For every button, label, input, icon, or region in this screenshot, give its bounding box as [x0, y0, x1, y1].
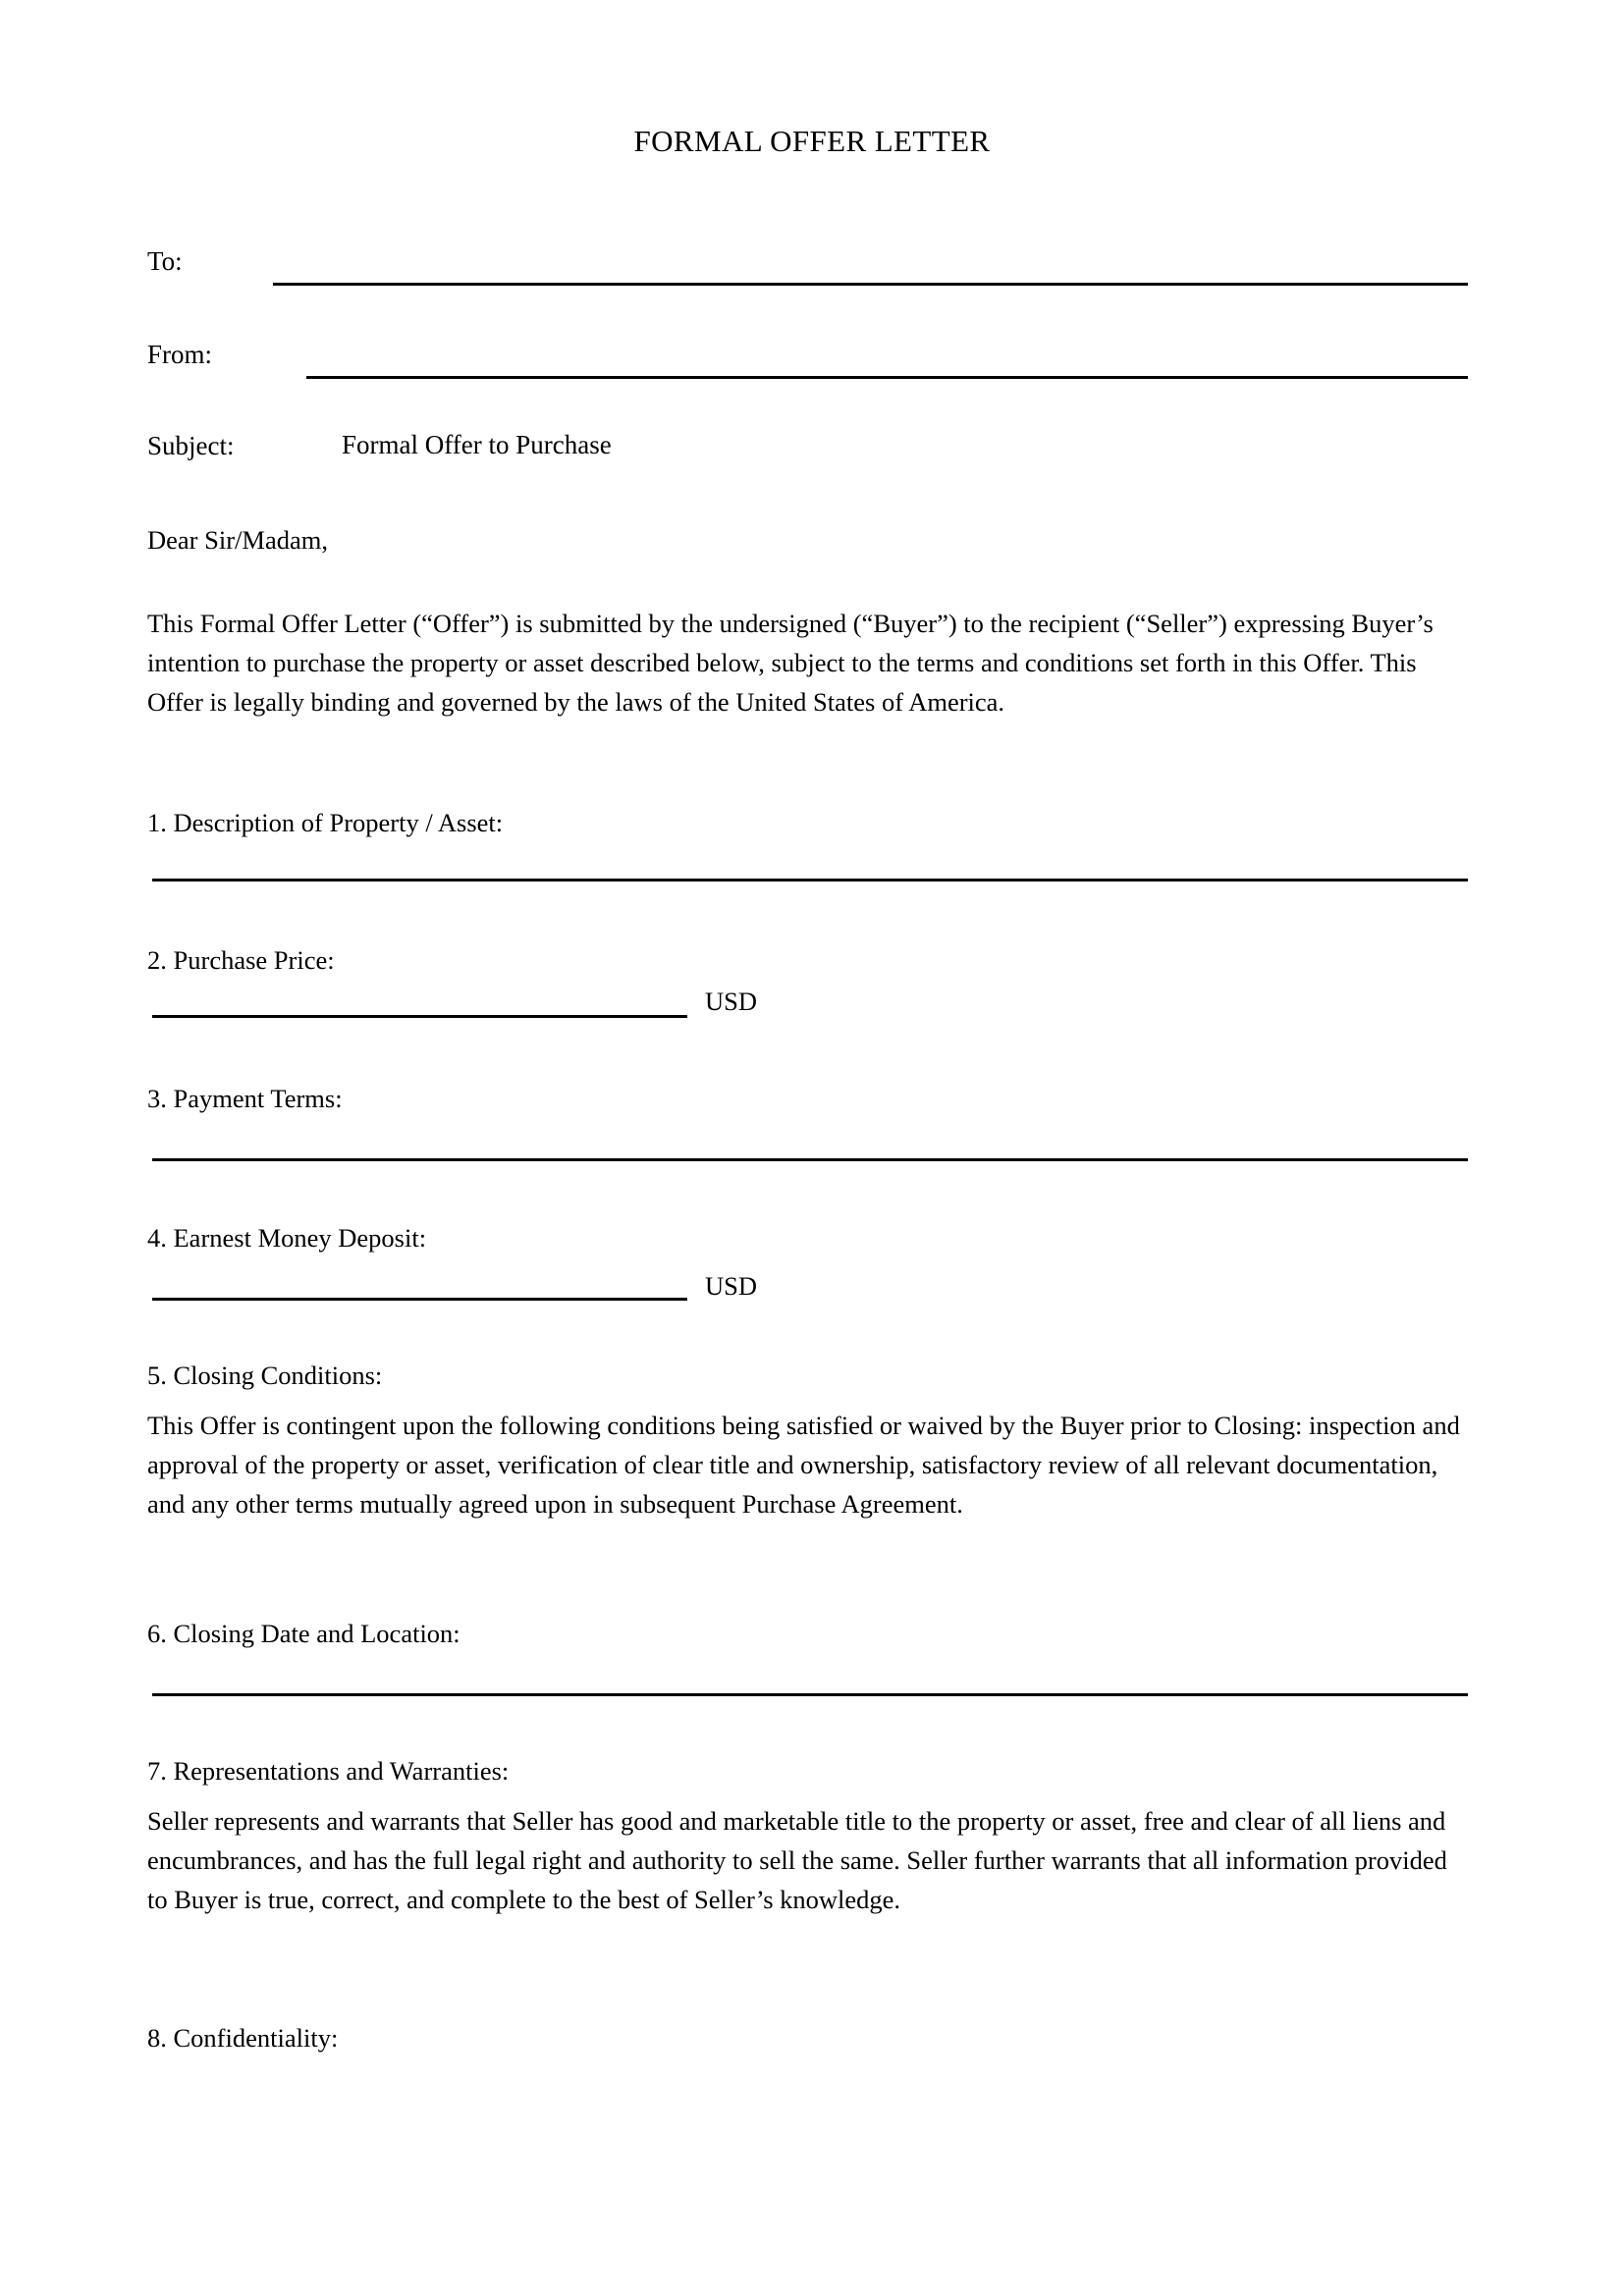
section-1-input-line[interactable] — [152, 879, 1468, 881]
section-body-5: This Offer is contingent upon the following conditions being satisfied or waived by the Buyer prior to Closing: inspection and approval of the property or asset, verification of clear title and ownership, satisfactory review of all relevant documentation, and any other terms mutually agreed upon in subsequent Purchase Agreement. — [147, 1411, 1460, 1519]
intro-paragraph: This Formal Offer Letter (“Offer”) is submitted by the undersigned (“Buyer”) to the recipient (“Seller”) expressing Buyer’s intention to purchase the property or asset described below, subject to the terms and conditions set forth in this Offer. This Offer is legally binding and governed by the laws of the United States of America. — [147, 609, 1434, 717]
salutation-text: Dear Sir/Madam, — [147, 525, 328, 555]
field-subject-label: Subject: — [147, 431, 235, 460]
section-heading-2: 2. Purchase Price: — [147, 945, 335, 975]
field-from-input-line[interactable] — [306, 376, 1468, 379]
section-6-input-line[interactable] — [152, 1693, 1468, 1696]
section-4-currency-label: USD — [705, 1271, 758, 1301]
section-heading-4: 4. Earnest Money Deposit: — [147, 1223, 427, 1253]
field-subject-value: Formal Offer to Purchase — [342, 430, 612, 459]
section-heading-7: 7. Representations and Warranties: — [147, 1756, 510, 1786]
section-heading-8: 8. Confidentiality: — [147, 2023, 339, 2053]
field-from-label: From: — [147, 340, 213, 369]
section-4-input-line[interactable] — [152, 1298, 687, 1301]
section-3-input-line[interactable] — [152, 1158, 1468, 1161]
section-heading-5: 5. Closing Conditions: — [147, 1361, 383, 1390]
field-to-input-line[interactable] — [273, 283, 1468, 286]
section-body-7: Seller represents and warrants that Seller has good and marketable title to the property or asset, free and clear of all liens and encumbrances, and has the full legal right and authority to sell the same. Seller further warrants that all information provided to Buyer is true, correct, and complete to the best of Seller’s knowledge. — [147, 1806, 1447, 1914]
section-heading-6: 6. Closing Date and Location: — [147, 1619, 460, 1648]
section-heading-1: 1. Description of Property / Asset: — [147, 808, 504, 837]
section-2-input-line[interactable] — [152, 1015, 687, 1018]
section-2-currency-label: USD — [705, 987, 758, 1016]
page-title: FORMAL OFFER LETTER — [633, 124, 991, 158]
field-to-label: To: — [147, 246, 183, 276]
section-heading-3: 3. Payment Terms: — [147, 1084, 343, 1113]
